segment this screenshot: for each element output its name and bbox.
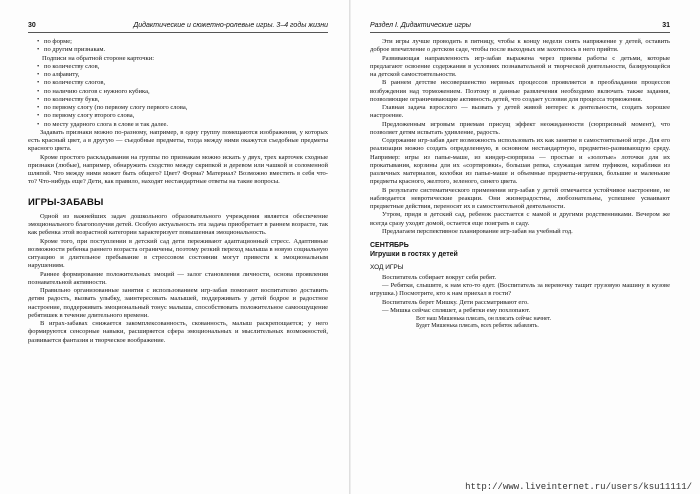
book-gutter (349, 0, 351, 494)
paragraph: Раннее формирование положительных эмоций — залог становления личности, основа проявления познавательной активности. (28, 270, 328, 286)
paragraph: Правильно организованные занятия с использованием игр-забав помогают воспитателю доставить детям радость, вызвать улыбку, заинтересовать малышей, поддерживать у детей бодрое и радостное настроение, поддерживать эмоциональный тонус малыша, способствовать положительное самоощущение ребятишек в течение длительного времени. (28, 287, 328, 319)
right-page-header (370, 20, 670, 33)
section-heading: ИГРЫ-ЗАБАВЫ (28, 196, 104, 208)
paragraph: В результате систематического применения игр-забав у детей отмечается устойчивое настроение, не наблюдается невротические реакции. Они жизнерадостны, любознательны, успешнее усваивают предметные действия, переносят их в самостоятельной деятельности. (370, 186, 670, 210)
list-item: • по количеству слов, (44, 63, 328, 71)
poem-line: Вот наш Мишенька плясать, он плясать сейчас начнет. (416, 316, 552, 322)
poem (370, 316, 670, 330)
game-line: Воспитатель берет Мишку. Дети рассматривают его. (382, 298, 529, 306)
source-watermark: http://www.liveinternet.ru/users/ksu11111/ (465, 482, 692, 492)
right-page-body (370, 38, 670, 330)
paragraph: Эти игры лучше проводить в пятницу, чтобы к концу недели снять напряжение у детей, оставить доброе впечатление о детском саде, чтобы после выходных им захотелось в него прийти. (370, 38, 670, 54)
list-item: • по количеству букв, (44, 96, 328, 104)
paragraph: Одной из важнейших задач дошкольного образовательного учреждения является обеспечение эмоционального благополучия детей. Особую актуальность эта задача приобретает в раннем возрасте, так как ребенка этой возрастной категории характеризует повышенная эмоциональность. (28, 212, 328, 237)
paragraph: Задавать признаки можно по-разному, например, в одну группу помещаются изображения, у которых есть красный цвет, а в другую — съедобные предметы, тогда между ними окажутся съедобные предметы красного цвета. (28, 128, 328, 153)
list-item: • по первому слогу (по первому слогу первого слова, (44, 104, 328, 112)
left-page (28, 20, 328, 480)
list-item: • по другим признакам. (44, 46, 328, 54)
bullet-list-top (28, 38, 328, 55)
right-page-number: 31 (662, 22, 670, 29)
list-item: • по количеству слогов, (44, 79, 328, 87)
paragraph: Утром, придя в детский сад, ребенок расстается с мамой и другими родственниками. Вечером же всегда сразу уходят домой, остается еще поиграть в саду. (370, 211, 670, 227)
poem-line: Будет Мишенька плясать, всех ребяток забавлять. (416, 323, 539, 329)
paragraph: В играх-забавах снижается закомплексованность, скованность, малыш раскрепощается; у него формируются сенсорные навыки, расширяется сфера эмоциональных и мыслительных возможностей, развивается фантазия и творческое воображение. (28, 320, 328, 344)
card-caption-line: Подписи на обратной стороне карточки: (42, 54, 155, 62)
list-item: • по первому слогу второго слова, (44, 112, 328, 120)
paragraph: Предложенным игровым приемам присущ эффект неожиданности (сюрпризный момент), что позволяет детям испытать удивление, радость. (370, 120, 670, 136)
paragraph: Кроме того, при поступлении в детский сад дети переживают адаптационный стресс. Адаптивные возможности ребенка раннего возраста ограничены, поэтому резкий переход малыша в новую социальную ситуацию и длительное пребывание в стрессовом состоянии могут привести к эмоциональным нарушениям. (28, 237, 328, 270)
right-page (370, 20, 670, 480)
bullet-list-bottom (28, 63, 328, 129)
paragraph: Кроме простого раскладывания на группы по признакам можно искать у двух, трех карточек сходные признаки (любые), например, обнаружить сходство между скрипкой и деревом или чашкой и соломенной шляпой. Что между ними может быть общего? Цвет? Форма? Материал? Возможно вместить в себя что-то? Что-нибудь еще? Дети, как правило, находят нестандартные ответы на такие вопросы. (28, 153, 328, 186)
left-page-header (28, 20, 328, 33)
list-item: • по алфавиту, (44, 71, 328, 79)
month-heading: СЕНТЯБРЬ (370, 242, 409, 249)
paragraph: Содержание игр-забав дает возможность использовать их как занятие в самостоятельной игре. Для его реализации можно создать определенную, в основном нестандартную, предметно-развивающую среду. Например: игры из папье-маше, из киндер-сюрприза — простые и «золотые» лоточки для их прокатывания, корзины для их «сортировки», большая репка, служащая затем пуфиком, кораблики из различных материалов, колобки из папье-маше и объемные предметы-игрушки, большие и маленькие предметы красного, желтого, зеленого, синего цвета. (370, 137, 670, 186)
paragraph: Предлагаем перспективное планирование игр-забав на учебный год. (382, 227, 573, 235)
left-running-title: Дидактические и сюжетно-ролевые игры. 3–4 годы жизни (133, 22, 328, 29)
left-page-number: 30 (28, 22, 36, 29)
paragraph: Главная задача взрослого — вызвать у детей живой интерес к деятельности, создать хорошее настроение. (370, 104, 670, 120)
game-subtitle: ХОД ИГРЫ (370, 263, 404, 271)
list-item: • по месту ударного слога в слове и так далее. (44, 121, 328, 129)
game-line: — Ребятки, слышите, к нам кто-то едет. (Воспитатель за веревочку тащит грузовую машину в кузове игрушка.) Посмотрите, кто к нам приехал в гости? (370, 282, 670, 298)
paragraph: Развивающая направленность игр-забав выражена через приемы работы с детьми, которые предлагают освоение содержания в условиях познавательной и творческой деятельности, базирующейся на детской самостоятельности. (370, 54, 670, 78)
game-title: Игрушки в гостях у детей (370, 251, 458, 259)
game-line: — Мишка сейчас спляшет, а ребятки ему похлопают. (382, 306, 531, 314)
right-running-title: Раздел I. Дидактические игры (370, 22, 471, 29)
list-item: • по наличию слогов с нужного кубика, (44, 88, 328, 96)
paragraph: В раннем детстве несовершенство нервных процессов проявляется в преобладании процессов возбуждения над торможением. Поэтому в данные развлечения необходимо включать также задания, позволяющие ограничивающие активность детей, что создает условия для процесса торможения. (370, 79, 670, 103)
game-line: Воспитатель собирает вокруг себя ребят. (382, 273, 497, 281)
list-item: • по форме; (44, 38, 328, 46)
left-page-body (28, 38, 328, 345)
